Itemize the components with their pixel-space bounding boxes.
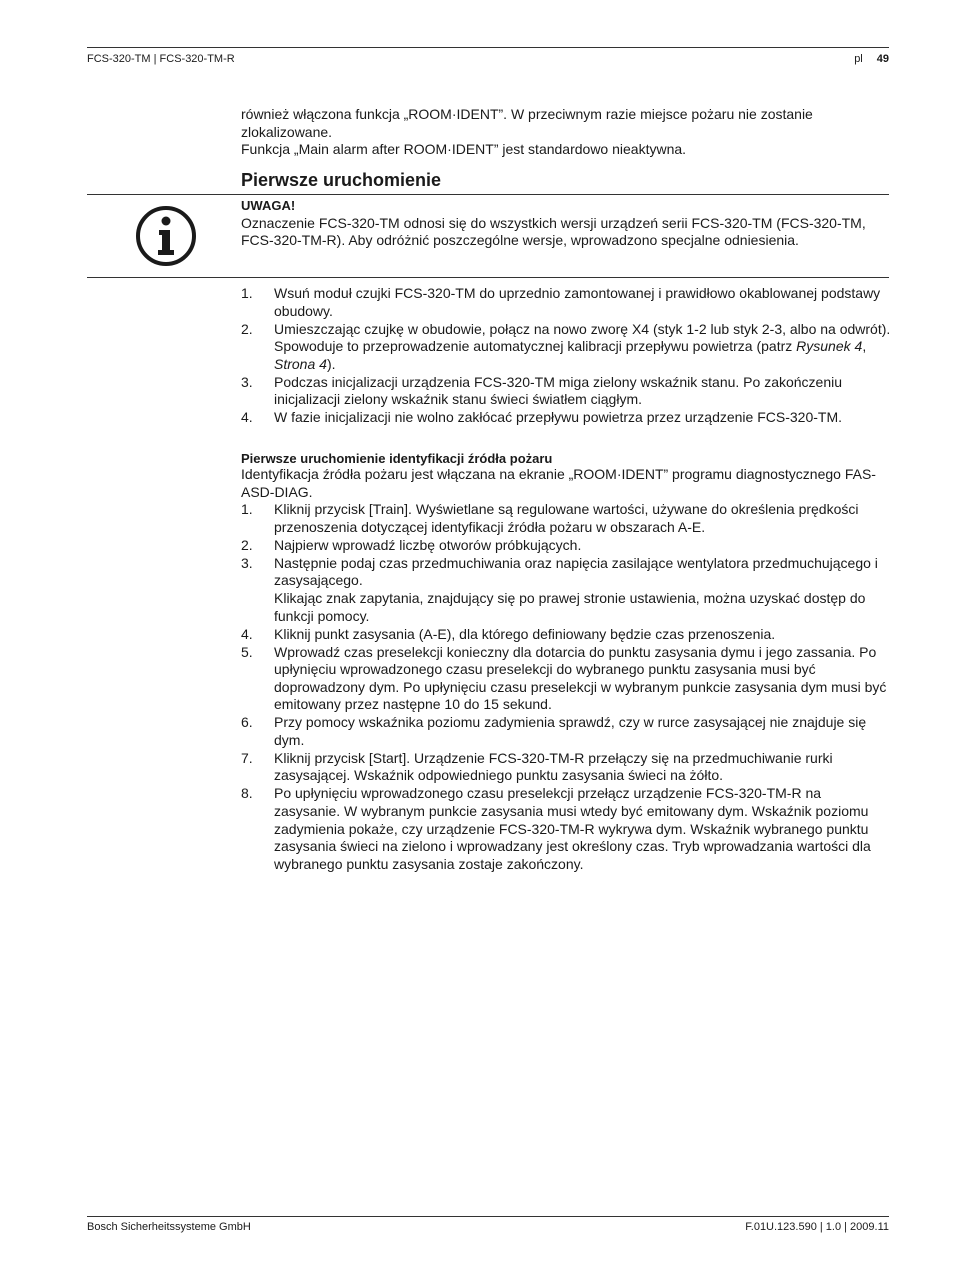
cross-reference-figure: Rysunek 4 bbox=[796, 338, 863, 355]
list-item: 2. Umieszczając czujkę w obudowie, połącz na nowo zworę X4 (styk 1-2 lub styk 2-3, albo na odwrót). Spowoduje to przeprowadzenie automatycznej kalibracji przepływu powietrza (patrz Rysunek 4, Strona 4). bbox=[241, 320, 891, 372]
header-rule bbox=[87, 47, 889, 48]
subsection-title: Pierwsze uruchomienie identyfikacji źródła pożaru bbox=[241, 451, 553, 466]
list-item: 8. Po upłynięciu wprowadzonego czasu preselekcji przełącz urządzenie FCS-320-TM-R na zasysanie. W wybranym punkcie zasysania musi wtedy być emitowany dym. Wskaźnik poziomu zadymienia pokaże, czy urządzenie FCS-320-TM-R wykrywa dym. Wskaźnik wybranego punktu zasysania świeci na zielono i wprowadzany jest określony czas. Tryb wprowadzania wartości dla wybranego punktu zasysania zostaje zakończony. bbox=[241, 785, 871, 872]
list-item: 4. W fazie inicjalizacji nie wolno zakłócać przepływu powietrza przez urządzenie FCS-320-TM. bbox=[241, 409, 842, 426]
footer-rule bbox=[87, 1216, 889, 1217]
header-meta bbox=[854, 53, 889, 66]
footer-company: Bosch Sicherheitssysteme GmbH bbox=[87, 1221, 251, 1233]
list-item: 4. Kliknij punkt zasysania (A-E), dla którego definiowany będzie czas przenoszenia. bbox=[241, 625, 776, 642]
note-content bbox=[241, 197, 891, 250]
note-title: UWAGA! bbox=[241, 198, 296, 213]
header-language: pl bbox=[854, 53, 863, 65]
intro-text bbox=[241, 106, 891, 159]
header-product: FCS-320-TM | FCS-320-TM-R bbox=[87, 53, 235, 65]
list-item: 5. Wprowadź czas preselekcji konieczny dla dotarcia do punktu zasysania dymu i jego zassania. Po upłynięciu wprowadzonego czasu preselekcji do wybranego punktu zasysania musi być doprowadzony dym. Po upłynięciu czasu preselekcji w wybranym punkcie zasysania dym musi być emitowany przez następne 10 do 15 sekund. bbox=[241, 643, 887, 713]
subsection-intro: Identyfikacja źródła pożaru jest włączana na ekranie „ROOM·IDENT” programu diagnostycznego FAS-ASD-DIAG. bbox=[241, 466, 876, 500]
list-item: 2. Najpierw wprowadź liczbę otworów próbkujących. bbox=[241, 536, 582, 553]
page-number: 49 bbox=[876, 53, 889, 65]
intro-paragraph-2: Funkcja „Main alarm after ROOM·IDENT” jest standardowo nieaktywna. bbox=[241, 141, 687, 158]
list-item: 1. Wsuń moduł czujki FCS-320-TM do uprzednio zamontowanej i prawidłowo okablowanej podstawy obudowy. bbox=[241, 285, 881, 319]
list-item: 7. Kliknij przycisk [Start]. Urządzenie FCS-320-TM-R przełączy się na przedmuchiwanie rurki zasysającej. Wskaźnik odpowiedniego punktu zasysania świeci na żółto. bbox=[241, 749, 833, 784]
steps-list-2 bbox=[241, 466, 891, 874]
list-item: 6. Przy pomocy wskaźnika poziomu zadymienia sprawdź, czy w rurce zasysającej nie znajduje się dym. bbox=[241, 714, 867, 748]
cross-reference-page: Strona 4 bbox=[274, 355, 327, 372]
list-item: 3. Następnie podaj czas przedmuchiwania oraz napięcia zasilające wentylatora przedmuchującego i zasysającego. Klikając znak zapytania, znajdujący się po prawej stronie ustawienia, można uzyskać dostęp do funkcji pomocy. bbox=[241, 554, 878, 624]
note-body: Oznaczenie FCS-320-TM odnosi się do wszystkich wersji urządzeń serii FCS-320-TM (FCS-320-TM, FCS-320-TM-R). Aby odróżnić poszczególne wersje, wprowadzono specjalne odniesienia. bbox=[241, 214, 866, 249]
info-icon bbox=[135, 205, 197, 267]
steps-list-1 bbox=[241, 285, 891, 427]
footer-doc-ref: F.01U.123.590 | 1.0 | 2009.11 bbox=[745, 1221, 889, 1233]
note-box bbox=[87, 194, 889, 278]
list-item: 3. Podczas inicjalizacji urządzenia FCS-320-TM miga zielony wskaźnik stanu. Po zakończeniu inicjalizacji zielony wskaźnik stanu świeci światłem ciągłym. bbox=[241, 373, 843, 408]
section-title: Pierwsze uruchomienie bbox=[241, 170, 442, 190]
intro-paragraph-1: również włączona funkcja „ROOM·IDENT”. W przeciwnym razie miejsce pożaru nie zostanie zlokalizowane. bbox=[241, 106, 813, 140]
list-item: 1. Kliknij przycisk [Train]. Wyświetlane są regulowane wartości, używane do określenia prędkości przenoszenia dotyczącej identyfikacji źródła pożaru w obszarach A-E. bbox=[241, 501, 859, 535]
